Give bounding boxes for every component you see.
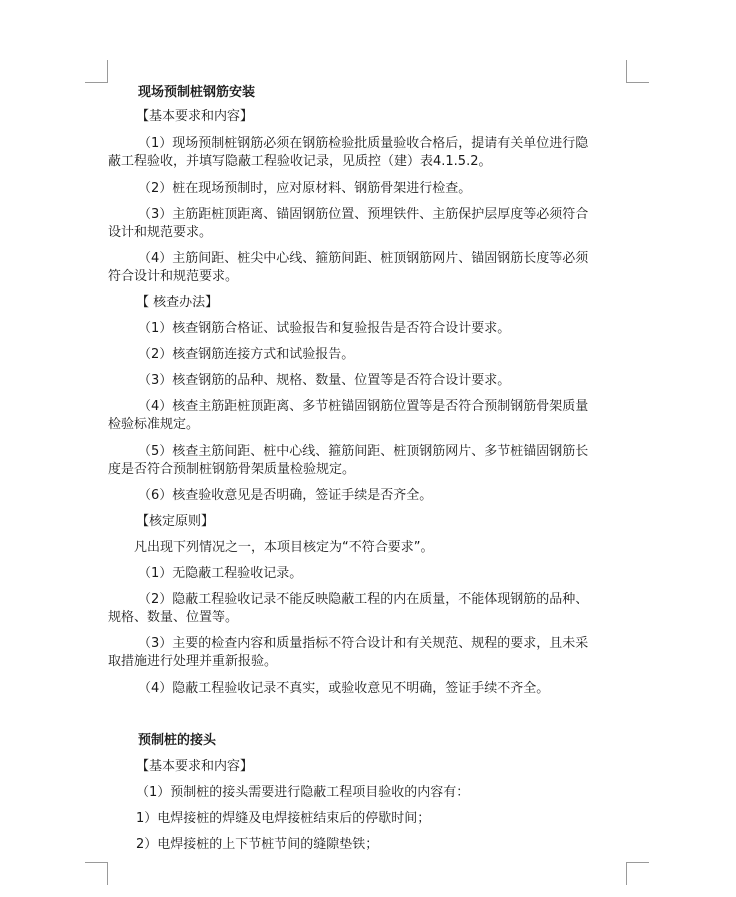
corner-mark-bottom-right xyxy=(626,862,649,885)
paragraph-line: （4）主筋间距、桩尖中心线、箍筋间距、桩顶钢筋网片、锚固钢筋长度等必须 xyxy=(138,251,589,266)
paragraph-line: 凡出现下列情况之一，本项目核定为“不符合要求”。 xyxy=(134,540,434,555)
paragraph-line: （2）桩在现场预制时，应对原材料、钢筋骨架进行检查。 xyxy=(138,181,472,196)
section-title: 现场预制桩钢筋安装 xyxy=(138,85,256,100)
paragraph-line: 符合设计和规范要求。 xyxy=(108,269,239,284)
paragraph-line: （5）核查主筋间距、桩中心线、箍筋间距、桩顶钢筋网片、多节桩锚固钢筋长 xyxy=(138,444,589,459)
section-header-basic: 【基本要求和内容】 xyxy=(136,759,254,774)
paragraph-line: 取措施进行处理并重新报验。 xyxy=(108,654,278,669)
paragraph-line: （3）主要的检查内容和质量指标不符合设计和有关规范、规程的要求，且未采 xyxy=(138,636,589,651)
paragraph-line: 蔽工程验收，并填写隐蔽工程验收记录，见质控（建）表4.1.5.2。 xyxy=(108,154,492,169)
paragraph-line: 检验标准规定。 xyxy=(108,417,200,432)
corner-mark-top-right xyxy=(626,60,649,83)
section-title: 预制桩的接头 xyxy=(138,733,217,748)
paragraph-line: （6）核查验收意见是否明确，签证手续是否齐全。 xyxy=(138,488,433,503)
paragraph-line: （1）预制桩的接头需要进行隐蔽工程项目验收的内容有： xyxy=(136,785,470,800)
paragraph-line: （2）核查钢筋连接方式和试验报告。 xyxy=(138,347,355,362)
section-header-rule: 【核定原则】 xyxy=(136,514,215,529)
paragraph-line: （1）现场预制桩钢筋必须在钢筋检验批质量验收合格后，提请有关单位进行隐 xyxy=(138,136,589,151)
list-item: 1）电焊接桩的焊缝及电焊接桩结束后的停歇时间； xyxy=(136,811,431,826)
paragraph-line: （4）核查主筋距桩顶距离、多节桩锚固钢筋位置等是否符合预制钢筋骨架质量 xyxy=(138,399,589,414)
paragraph-line: 规格、数量、位置等。 xyxy=(108,610,239,625)
paragraph-line: 设计和规范要求。 xyxy=(108,225,213,240)
paragraph-line: （1）核查钢筋合格证、试验报告和复验报告是否符合设计要求。 xyxy=(138,321,511,336)
paragraph-line: （1）无隐蔽工程验收记录。 xyxy=(138,566,303,581)
list-item: 2）电焊接桩的上下节桩节间的缝隙垫铁； xyxy=(136,837,379,852)
paragraph-line: （3）核查钢筋的品种、规格、数量、位置等是否符合设计要求。 xyxy=(138,373,511,388)
corner-mark-bottom-left xyxy=(85,862,108,885)
paragraph-line: （3）主筋距桩顶距离、锚固钢筋位置、预埋铁件、主筋保护层厚度等必须符合 xyxy=(138,207,589,222)
paragraph-line: 度是否符合预制桩钢筋骨架质量检验规定。 xyxy=(108,462,356,477)
paragraph-line: （2）隐蔽工程验收记录不能反映隐蔽工程的内在质量，不能体现钢筋的品种、 xyxy=(138,592,589,607)
section-header-basic: 【基本要求和内容】 xyxy=(136,109,254,124)
section-header-check: 【 核查办法】 xyxy=(136,295,219,310)
paragraph-line: （4）隐蔽工程验收记录不真实，或验收意见不明确，签证手续不齐全。 xyxy=(138,681,550,696)
corner-mark-top-left xyxy=(85,60,108,83)
